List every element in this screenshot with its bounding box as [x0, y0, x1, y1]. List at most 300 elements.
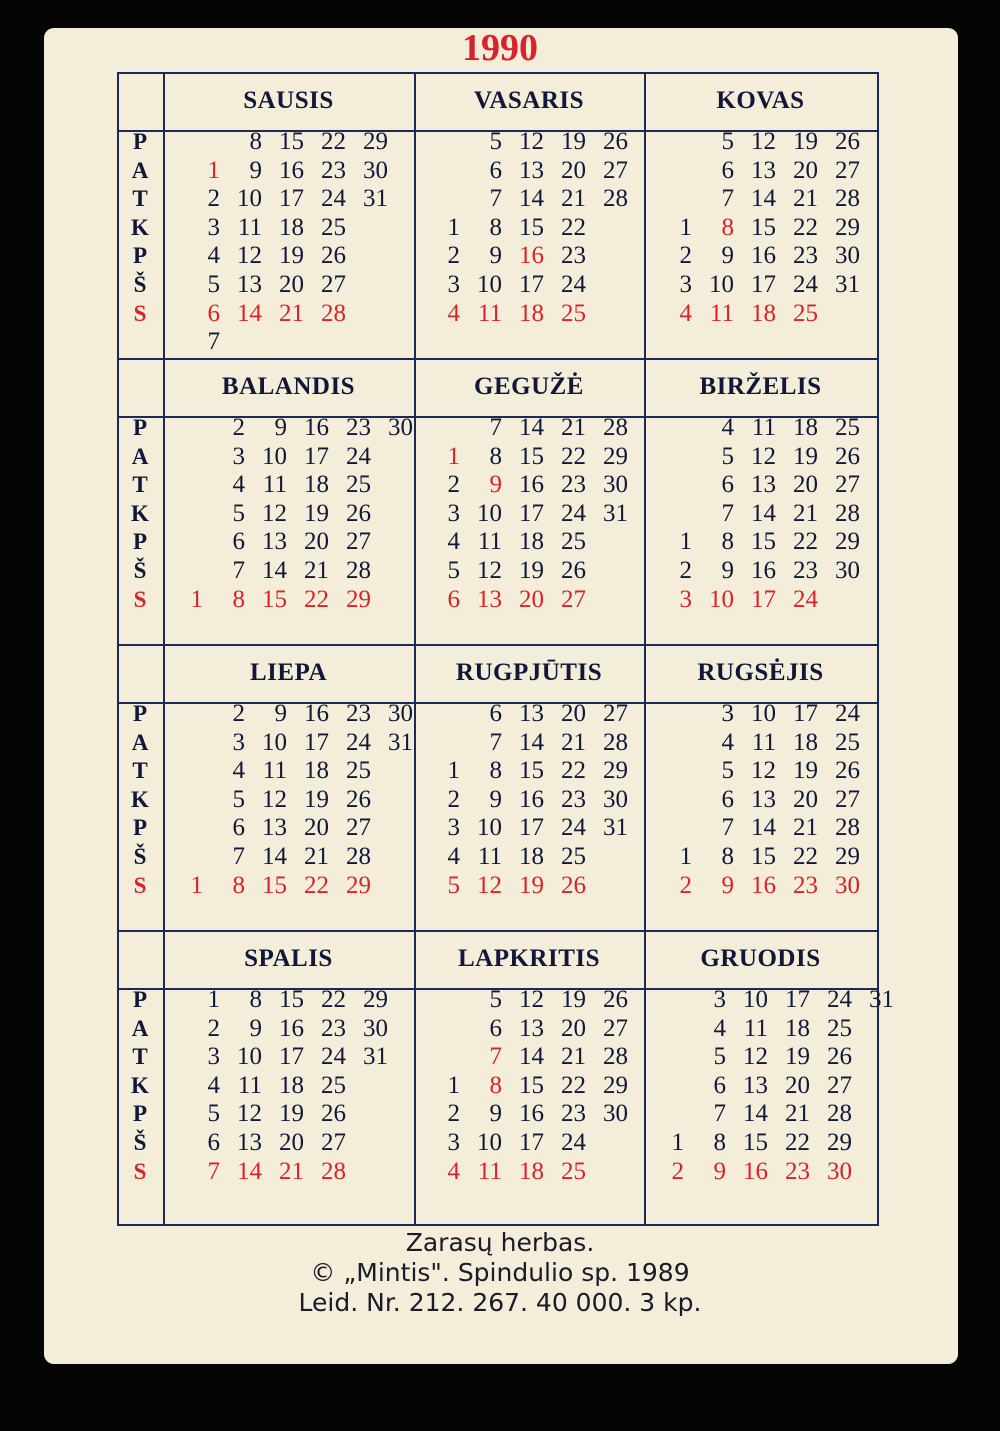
day-number: 20: [304, 528, 329, 556]
day-number: 17: [785, 986, 810, 1013]
weekday-header-cell: [117, 644, 165, 704]
day-number: 16: [279, 156, 304, 184]
day-number: 21: [561, 414, 586, 441]
day-number: 12: [743, 1043, 768, 1071]
day-number: 27: [835, 785, 860, 813]
day-number: 23: [561, 471, 586, 499]
day-number: 30: [363, 156, 388, 184]
day-number: 18: [793, 728, 818, 756]
day-number: 28: [603, 414, 628, 441]
day-number: 19: [561, 128, 586, 155]
day-number: 8: [721, 528, 734, 556]
day-number: 16: [519, 1100, 544, 1128]
day-number: 10: [262, 442, 287, 470]
day-number: 1: [190, 585, 203, 613]
day-number: 4: [447, 843, 460, 870]
day-number: 8: [489, 757, 502, 785]
day-number: 16: [304, 414, 329, 441]
day-number: 1: [447, 1071, 460, 1099]
day-number: 20: [519, 585, 544, 613]
day-number: 22: [321, 986, 346, 1013]
day-number: 26: [603, 986, 628, 1013]
day-number: 16: [751, 242, 776, 270]
day-number: 21: [793, 499, 818, 527]
day-number: 19: [304, 499, 329, 527]
day-number: 13: [519, 1014, 544, 1042]
day-number: 6: [207, 299, 220, 327]
day-number: 22: [793, 843, 818, 870]
day-number: 16: [743, 1157, 768, 1185]
day-number: 1: [679, 213, 692, 241]
day-number: 24: [835, 700, 860, 727]
day-number: 4: [447, 299, 460, 327]
month-name: GRUODIS: [700, 945, 821, 972]
day-number: 2: [447, 785, 460, 813]
day-number: 8: [721, 213, 734, 241]
day-number: 25: [835, 414, 860, 441]
day-number: 30: [603, 785, 628, 813]
day-number: 3: [679, 585, 692, 613]
day-number: 25: [561, 299, 586, 327]
day-number: 25: [561, 843, 586, 870]
weekday-header-cell: [117, 358, 165, 418]
day-number: 7: [207, 1157, 220, 1185]
day-number: 17: [304, 728, 329, 756]
day-number: 14: [751, 499, 776, 527]
day-number: 29: [346, 585, 371, 613]
weekday-label: Š: [133, 844, 147, 869]
day-number: 5: [489, 986, 502, 1013]
day-number: 16: [519, 242, 544, 270]
day-number: 28: [835, 499, 860, 527]
day-number: 15: [743, 1129, 768, 1156]
day-number: 29: [363, 986, 388, 1013]
day-number: 9: [489, 471, 502, 499]
day-number: 9: [489, 242, 502, 270]
day-number: 3: [447, 271, 460, 298]
day-number: 15: [519, 213, 544, 241]
day-number: 22: [304, 585, 329, 613]
day-number: 20: [279, 271, 304, 298]
weekday-label: T: [132, 758, 148, 784]
day-number: 22: [785, 1129, 810, 1156]
day-number: 21: [793, 185, 818, 213]
day-number: 12: [237, 1100, 262, 1128]
day-number: 30: [388, 700, 413, 727]
day-number: 6: [721, 471, 734, 499]
weekday-label: T: [132, 472, 148, 498]
day-number: 9: [249, 1014, 262, 1042]
day-number: 27: [321, 271, 346, 298]
month-name: LAPKRITIS: [457, 945, 601, 972]
day-number: 3: [232, 442, 245, 470]
day-number: 4: [721, 414, 734, 441]
day-number: 30: [363, 1014, 388, 1042]
day-number: 2: [679, 871, 692, 899]
day-number: 10: [237, 185, 262, 213]
weekday-label: P: [132, 415, 148, 440]
day-number: 14: [237, 299, 262, 327]
day-number: 12: [477, 871, 502, 899]
day-number: 25: [793, 299, 818, 327]
day-number: 14: [262, 557, 287, 584]
day-number: 4: [232, 757, 245, 785]
day-number: 31: [363, 185, 388, 213]
day-number: 21: [561, 1043, 586, 1071]
day-number: 2: [447, 242, 460, 270]
day-number: 26: [561, 557, 586, 584]
day-number: 7: [489, 728, 502, 756]
day-number: 30: [603, 471, 628, 499]
day-number: 26: [835, 757, 860, 785]
day-number: 15: [751, 843, 776, 870]
weekday-header-cell: [117, 72, 165, 132]
day-number: 17: [279, 1043, 304, 1071]
day-number: 12: [262, 499, 287, 527]
day-number: 6: [721, 785, 734, 813]
day-number: 19: [279, 242, 304, 270]
day-number: 20: [561, 700, 586, 727]
day-number: 6: [232, 528, 245, 556]
weekday-label: S: [133, 300, 147, 326]
day-number: 20: [279, 1129, 304, 1156]
day-number: 11: [477, 1157, 502, 1185]
day-number: 23: [793, 242, 818, 270]
day-number: 29: [603, 1071, 628, 1099]
day-number: 22: [561, 1071, 586, 1099]
day-number: 13: [519, 700, 544, 727]
day-number: 15: [262, 585, 287, 613]
day-number: 3: [447, 1129, 460, 1156]
day-number: 20: [561, 156, 586, 184]
day-number: 4: [713, 1014, 726, 1042]
day-number: 4: [447, 1157, 460, 1185]
day-number: 17: [304, 442, 329, 470]
day-number: 31: [363, 1043, 388, 1071]
day-number: 28: [603, 728, 628, 756]
day-number: 2: [671, 1157, 684, 1185]
day-number: 24: [827, 986, 852, 1013]
day-number: 17: [279, 185, 304, 213]
day-number: 24: [346, 442, 371, 470]
day-number: 8: [249, 986, 262, 1013]
day-number: 11: [709, 299, 734, 327]
day-number: 21: [304, 557, 329, 584]
day-number: 17: [519, 271, 544, 298]
day-number: 24: [561, 271, 586, 298]
weekday-label: P: [132, 701, 148, 726]
day-number: 29: [835, 528, 860, 556]
day-number: 6: [489, 700, 502, 727]
day-number: 1: [447, 442, 460, 470]
day-number: 9: [489, 1100, 502, 1128]
day-number: 28: [346, 557, 371, 584]
day-number: 18: [751, 299, 776, 327]
day-number: 26: [346, 499, 371, 527]
day-number: 26: [835, 128, 860, 155]
month-name: RUGPJŪTIS: [455, 659, 603, 686]
day-number: 6: [447, 585, 460, 613]
day-number: 16: [519, 471, 544, 499]
day-number: 30: [835, 557, 860, 584]
day-number: 11: [477, 843, 502, 870]
day-number: 24: [561, 814, 586, 842]
day-number: 26: [827, 1043, 852, 1071]
day-number: 10: [477, 271, 502, 298]
day-number: 14: [751, 814, 776, 842]
day-number: 13: [751, 156, 776, 184]
day-number: 12: [751, 757, 776, 785]
day-number: 13: [751, 785, 776, 813]
day-number: 28: [603, 185, 628, 213]
day-number: 22: [321, 128, 346, 155]
day-number: 25: [321, 1071, 346, 1099]
calendar-grid: [117, 72, 894, 1224]
day-number: 10: [477, 499, 502, 527]
day-number: 18: [279, 213, 304, 241]
day-number: 8: [721, 843, 734, 870]
day-number: 4: [207, 1071, 220, 1099]
weekday-label: A: [131, 1015, 149, 1041]
day-number: 7: [721, 814, 734, 842]
day-number: 23: [785, 1157, 810, 1185]
footer-edition: Leid. Nr. 212. 267. 40 000. 3 kp.: [298, 1288, 702, 1317]
month-name: SAUSIS: [243, 87, 334, 114]
day-number: 5: [447, 871, 460, 899]
day-number: 24: [346, 728, 371, 756]
day-number: 20: [793, 785, 818, 813]
day-number: 2: [679, 557, 692, 584]
weekday-label: P: [132, 529, 148, 555]
day-number: 25: [346, 757, 371, 785]
day-number: 23: [561, 242, 586, 270]
day-number: 6: [207, 1129, 220, 1156]
day-number: 25: [346, 471, 371, 499]
day-number: 24: [561, 499, 586, 527]
day-number: 5: [713, 1043, 726, 1071]
day-number: 27: [346, 814, 371, 842]
day-number: 15: [279, 128, 304, 155]
day-number: 3: [721, 700, 734, 727]
day-number: 4: [232, 471, 245, 499]
day-number: 19: [793, 442, 818, 470]
day-number: 28: [321, 1157, 346, 1185]
day-number: 19: [561, 986, 586, 1013]
day-number: 23: [321, 156, 346, 184]
day-number: 27: [603, 700, 628, 727]
month-name: GEGUŽĖ: [474, 373, 584, 400]
day-number: 17: [751, 585, 776, 613]
day-number: 8: [489, 1071, 502, 1099]
day-number: 6: [713, 1071, 726, 1099]
day-number: 18: [519, 1157, 544, 1185]
day-number: 1: [679, 528, 692, 556]
day-number: 28: [346, 843, 371, 870]
day-number: 14: [519, 185, 544, 213]
day-number: 1: [207, 986, 220, 1013]
day-number: 19: [793, 128, 818, 155]
day-number: 8: [489, 442, 502, 470]
day-number: 7: [232, 557, 245, 584]
day-number: 25: [561, 1157, 586, 1185]
day-number: 26: [835, 442, 860, 470]
day-number: 29: [835, 843, 860, 870]
day-number: 10: [743, 986, 768, 1013]
weekday-label: P: [132, 243, 148, 269]
day-number: 18: [304, 471, 329, 499]
day-number: 14: [519, 414, 544, 441]
day-number: 30: [835, 871, 860, 899]
day-number: 13: [262, 528, 287, 556]
day-number: 18: [785, 1014, 810, 1042]
day-number: 9: [721, 557, 734, 584]
day-number: 2: [447, 1100, 460, 1128]
day-number: 27: [835, 471, 860, 499]
day-number: 15: [519, 1071, 544, 1099]
day-number: 31: [603, 814, 628, 842]
day-number: 28: [835, 814, 860, 842]
day-number: 24: [793, 271, 818, 298]
day-number: 27: [603, 156, 628, 184]
day-number: 9: [274, 700, 287, 727]
day-number: 22: [561, 442, 586, 470]
day-number: 8: [232, 871, 245, 899]
day-number: 1: [679, 843, 692, 870]
day-number: 27: [561, 585, 586, 613]
day-number: 2: [207, 1014, 220, 1042]
day-number: 17: [519, 1129, 544, 1156]
day-number: 12: [477, 557, 502, 584]
day-number: 31: [869, 986, 894, 1013]
day-number: 23: [321, 1014, 346, 1042]
weekday-label: P: [132, 815, 148, 841]
day-number: 21: [793, 814, 818, 842]
day-number: 1: [190, 871, 203, 899]
day-number: 15: [751, 528, 776, 556]
day-number: 10: [262, 728, 287, 756]
day-number: 23: [561, 785, 586, 813]
day-number: 15: [519, 442, 544, 470]
day-number: 13: [477, 585, 502, 613]
day-number: 30: [603, 1100, 628, 1128]
day-number: 14: [743, 1100, 768, 1128]
day-number: 26: [346, 785, 371, 813]
day-number: 8: [249, 128, 262, 155]
day-number: 7: [489, 414, 502, 441]
weekday-label: T: [132, 186, 148, 212]
day-number: 5: [232, 785, 245, 813]
day-number: 18: [304, 757, 329, 785]
day-number: 13: [519, 156, 544, 184]
day-number: 16: [751, 871, 776, 899]
day-number: 31: [388, 728, 413, 756]
day-number: 25: [835, 728, 860, 756]
day-number: 8: [232, 585, 245, 613]
day-number: 5: [232, 499, 245, 527]
day-number: 1: [671, 1129, 684, 1156]
day-number: 26: [321, 1100, 346, 1128]
day-number: 7: [207, 328, 220, 356]
weekday-label: P: [132, 1101, 148, 1127]
day-number: 19: [304, 785, 329, 813]
day-number: 5: [721, 442, 734, 470]
year-title: 1990: [462, 27, 538, 69]
day-number: 15: [519, 757, 544, 785]
day-number: 23: [793, 871, 818, 899]
day-number: 10: [751, 700, 776, 727]
day-number: 28: [321, 299, 346, 327]
day-number: 26: [603, 128, 628, 155]
day-number: 9: [721, 242, 734, 270]
day-number: 5: [207, 271, 220, 298]
day-number: 6: [489, 1014, 502, 1042]
day-number: 13: [743, 1071, 768, 1099]
day-number: 15: [751, 213, 776, 241]
weekday-label: K: [131, 786, 149, 812]
day-number: 6: [489, 156, 502, 184]
day-number: 5: [721, 128, 734, 155]
day-number: 16: [279, 1014, 304, 1042]
month-name: VASARIS: [473, 87, 585, 114]
day-number: 19: [519, 871, 544, 899]
day-number: 30: [835, 242, 860, 270]
day-number: 2: [232, 414, 245, 441]
day-number: 24: [321, 185, 346, 213]
day-number: 14: [519, 728, 544, 756]
day-number: 11: [262, 471, 287, 499]
day-number: 11: [237, 213, 262, 241]
day-number: 3: [207, 1043, 220, 1071]
day-number: 27: [321, 1129, 346, 1156]
day-number: 29: [363, 128, 388, 155]
weekday-label: K: [131, 500, 149, 526]
day-number: 17: [519, 814, 544, 842]
day-number: 20: [561, 1014, 586, 1042]
day-number: 5: [447, 557, 460, 584]
day-number: 2: [207, 185, 220, 213]
day-number: 11: [743, 1014, 768, 1042]
day-number: 19: [279, 1100, 304, 1128]
day-number: 18: [519, 843, 544, 870]
day-number: 23: [561, 1100, 586, 1128]
day-number: 3: [447, 499, 460, 527]
weekday-header-cell: [117, 930, 165, 990]
weekday-label: A: [131, 157, 149, 183]
month-name: BALANDIS: [221, 373, 356, 400]
weekday-label: K: [131, 214, 149, 240]
day-number: 28: [835, 185, 860, 213]
month-name: KOVAS: [716, 87, 805, 114]
footer-caption: Zarasų herbas.: [405, 1228, 595, 1257]
day-number: 11: [237, 1071, 262, 1099]
day-number: 29: [835, 213, 860, 241]
day-number: 8: [713, 1129, 726, 1156]
day-number: 11: [751, 728, 776, 756]
day-number: 5: [721, 757, 734, 785]
day-number: 6: [721, 156, 734, 184]
day-number: 19: [785, 1043, 810, 1071]
day-number: 13: [237, 1129, 262, 1156]
day-number: 24: [793, 585, 818, 613]
day-number: 12: [751, 128, 776, 155]
day-number: 28: [827, 1100, 852, 1128]
day-number: 21: [279, 299, 304, 327]
day-number: 28: [603, 1043, 628, 1071]
weekday-label: K: [131, 1072, 149, 1098]
day-number: 21: [785, 1100, 810, 1128]
day-number: 20: [793, 471, 818, 499]
day-number: 13: [751, 471, 776, 499]
